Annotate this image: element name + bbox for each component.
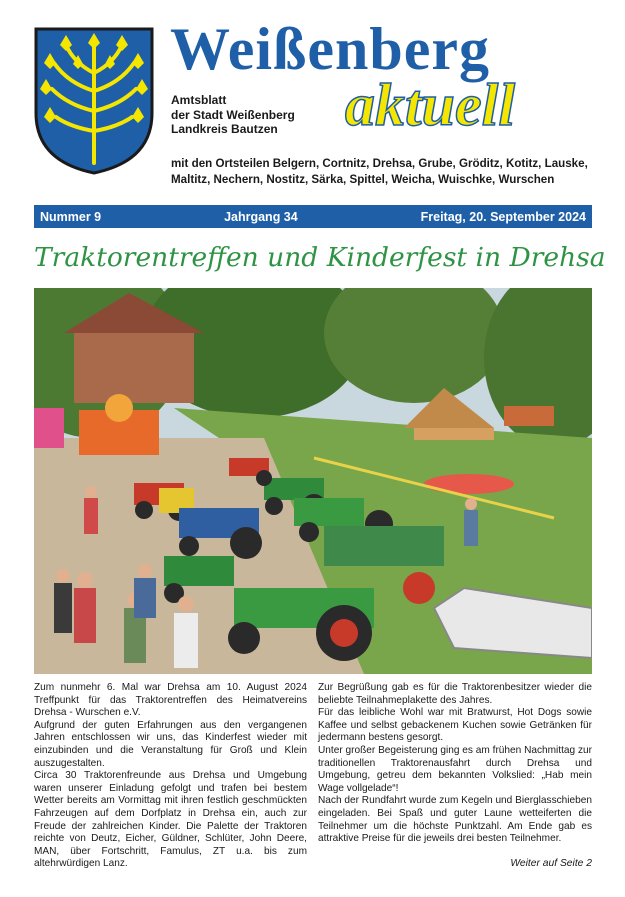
article-paragraph: Aufgrund der guten Erfahrungen aus den vergangenen Jahren entschlossen wir uns, das Kinderfest wieder mit einzubinden und die Veranstaltung für Groß und Klein auszugestalten.	[34, 719, 307, 769]
publication-line: Landkreis Bautzen	[171, 122, 278, 136]
issue-bar	[34, 205, 592, 228]
tractor-meeting-photo	[34, 288, 592, 674]
article-paragraph: Circa 30 Traktorenfreunde aus Drehsa und Umgebung waren unserer Einladung gefolgt und trafen bei bestem Wetter bereits am Vormittag mit ihren festlich geschmückten Fahrzeugen auf dem Dorfplatz in Drehsa ein, auch zur Freude der zahlreichen Kinder. Die Palette der Traktoren reichte von Deutz, Eicher, Güldner, Schlüter, John Deere, MAN, über Fortschritt, Famulus, ZT u.a. bis zum altehrwürdigen Lanz.	[34, 770, 307, 870]
article-paragraph: Zur Begrüßung gab es für die Traktorenbesitzer wieder die beliebte Teilnahmeplakette des Jahres.	[318, 682, 592, 706]
districts-line: mit den Ortsteilen Belgern, Cortnitz, Drehsa, Grube, Gröditz, Kotitz, Lauske, Maltitz, Nechern, Nostitz, Särka, Spittel, Weicha, Wuischke, Wurschen	[171, 157, 588, 186]
article-column-right	[318, 682, 592, 846]
masthead-subtitle: aktuell	[345, 72, 516, 138]
issue-number: Nummer 9	[40, 209, 102, 224]
issue-date: Freitag, 20. September 2024	[420, 209, 586, 224]
issue-volume: Jahrgang 34	[224, 209, 298, 224]
continued-link[interactable]: Weiter auf Seite 2	[510, 858, 592, 869]
article-paragraph: Unter großer Begeisterung ging es am frühen Nachmittag zur traditionellen Traktorenausfahrt durch Drehsa und Umgebung, getreu dem bekannten Volkslied: „Hab mein Wage vollgelade“!	[318, 744, 592, 794]
masthead-title: Weißenberg	[170, 16, 490, 82]
article-paragraph: Nach der Rundfahrt wurde zum Kegeln und Bierglasschieben eingeladen. Bei Spaß und guter Laune wetteiferten die Teilnehmer um die höchste Punktzahl. Am Ende gab es attraktive Preise für die jeweils drei besten Teilnehmer.	[318, 795, 592, 845]
article-column-left	[34, 682, 307, 871]
article-paragraph: Zum nunmehr 6. Mal war Drehsa am 10. August 2024 Treffpunkt für das Traktorentreffen des Heimatvereins Drehsa - Wurschen e.V.	[34, 682, 307, 719]
publication-info	[171, 93, 295, 137]
article-paragraph: Für das leibliche Wohl war mit Bratwurst, Hot Dogs sowie Kaffee und selbst gebackenem Kuchen sowie Getränken für jedermann bestens gesorgt.	[318, 707, 592, 744]
article-headline: Traktorentreffen und Kinderfest in Drehsa	[34, 242, 606, 273]
publication-line: der Stadt Weißenberg	[171, 107, 295, 122]
coat-of-arms-logo	[34, 27, 154, 175]
publication-line: Amtsblatt	[171, 93, 227, 107]
